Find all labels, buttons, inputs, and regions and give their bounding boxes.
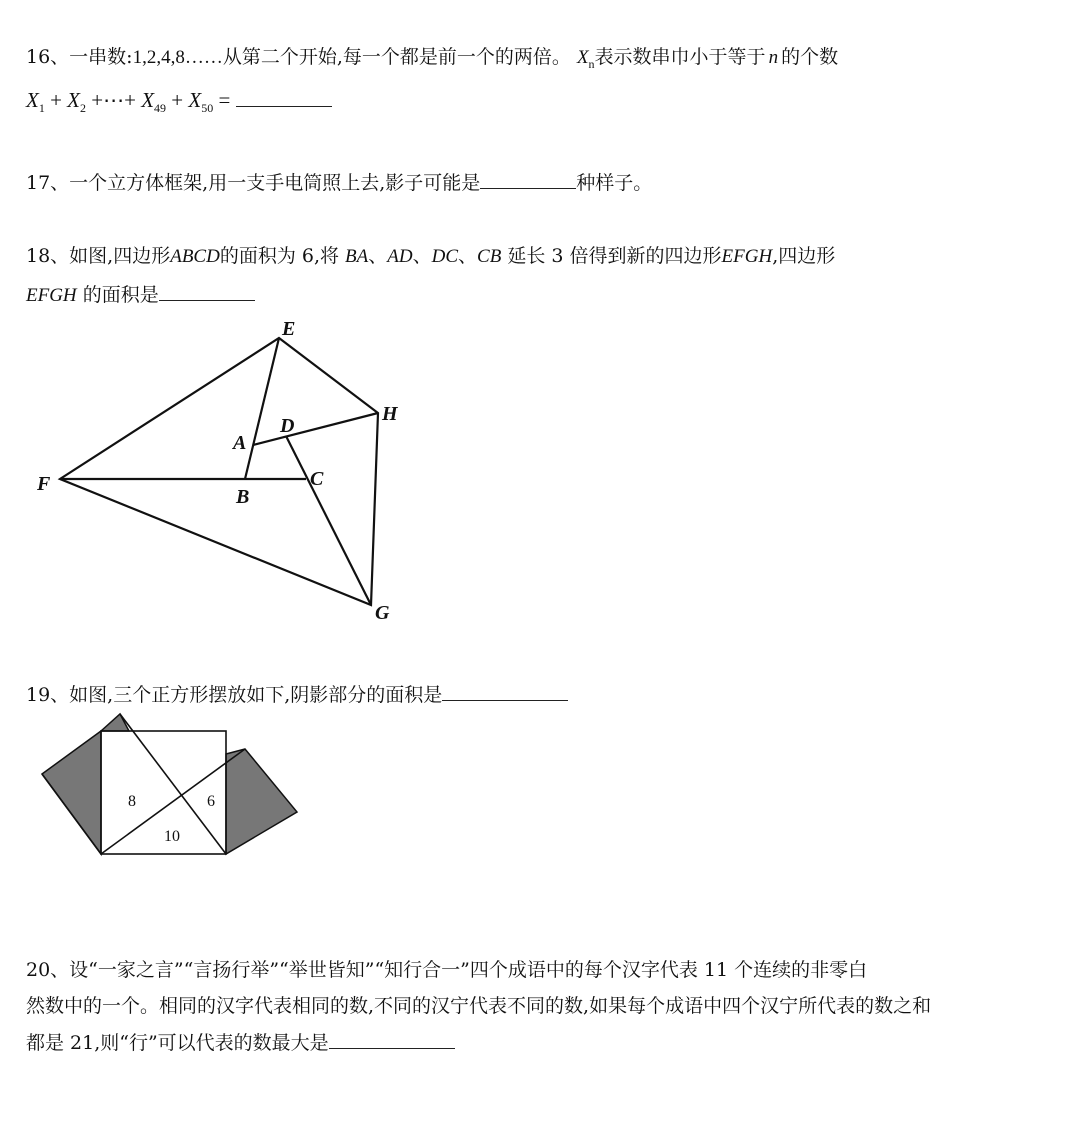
q16-x1: X [26, 88, 39, 112]
q20-line3 [26, 1030, 455, 1055]
area-label-8: 8 [128, 793, 136, 810]
label-a: A [233, 432, 247, 454]
label-f: F [37, 473, 51, 495]
q20-line2: 然数中的一个。相同的汉字代表相同的数,不同的汉宁代表不同的数,如果每个成语中四个汉宁所代表的数之和 [26, 995, 932, 1017]
q17-text: 17、一个立方体框架,用一支手电筒照上去,影子可能是 [26, 172, 481, 194]
q18-text3: ,四边形 [772, 245, 836, 267]
area-label-10: 10 [164, 828, 180, 845]
q16-xn-sub: n [588, 57, 595, 71]
q18-text1: 的面积为 6,将 [219, 245, 339, 267]
q16-text2: 表示数串巾小于等于 [594, 46, 766, 68]
label-d: D [280, 415, 295, 437]
q16-plus2: + [171, 88, 184, 112]
q18-abcd: ABCD [170, 246, 220, 267]
q18-efgh: EFGH [721, 246, 773, 267]
q20-answer-blank[interactable] [329, 1030, 455, 1049]
q20-line1: 20、设“一家之言”“言扬行举”“举世皆知”“知行合一”四个成语中的每个汉字代表 11 个连续的非零白 [26, 959, 868, 981]
label-h: H [382, 403, 398, 425]
shaded-triangle-left [42, 731, 101, 854]
shaded-sliver-top [101, 714, 129, 731]
shaded-triangle-right [226, 749, 297, 854]
q16-sub2: 2 [80, 101, 86, 115]
q16-xn: X [576, 47, 589, 68]
q16-sub1: 1 [38, 101, 45, 115]
q19-text: 19、如图,三个正方形摆放如下,阴影部分的面积是 [26, 684, 443, 706]
label-g: G [375, 602, 390, 624]
q16-x49: X [141, 88, 155, 112]
q18-ba: BA [345, 246, 369, 267]
q16-text: 从第二个开始,每一个都是前一个的两倍。 [222, 46, 571, 68]
q16-text3: 的个数 [781, 46, 839, 68]
q18-dc: DC [431, 246, 459, 267]
q16-x2: X [67, 88, 80, 112]
q17-tail: 种样子。 [576, 172, 653, 194]
label-c: C [310, 468, 324, 490]
q16-prefix: 16、一串数: [26, 46, 133, 68]
q16-sub50: 50 [201, 101, 214, 115]
label-b: B [236, 486, 250, 508]
q18-sep2: 、 [412, 245, 432, 267]
q16-dots: +⋯+ [91, 88, 136, 112]
q18-text2: 延长 3 倍得到新的四边形 [507, 245, 722, 267]
q18-text4: 的面积是 [82, 284, 159, 306]
q16-sub49: 49 [154, 101, 167, 115]
q18-sep3: 、 [458, 245, 478, 267]
q18-efgh2: EFGH [26, 285, 77, 306]
q18-sep1: 、 [368, 245, 388, 267]
q18-ad: AD [387, 246, 413, 267]
q18-prefix: 18、如图,四边形 [26, 245, 171, 267]
q18-cb: CB [477, 246, 502, 267]
q16-plus1: + [50, 88, 62, 112]
q16-n: n [768, 47, 779, 68]
area-label-6: 6 [207, 793, 215, 810]
label-e: E [282, 318, 296, 340]
q16-sequence: 1,2,4,8…… [132, 47, 223, 68]
q20-text: 都是 21,则“行”可以代表的数最大是 [26, 1032, 329, 1054]
q16-equals: = [218, 88, 231, 112]
q16-x50: X [188, 88, 202, 112]
